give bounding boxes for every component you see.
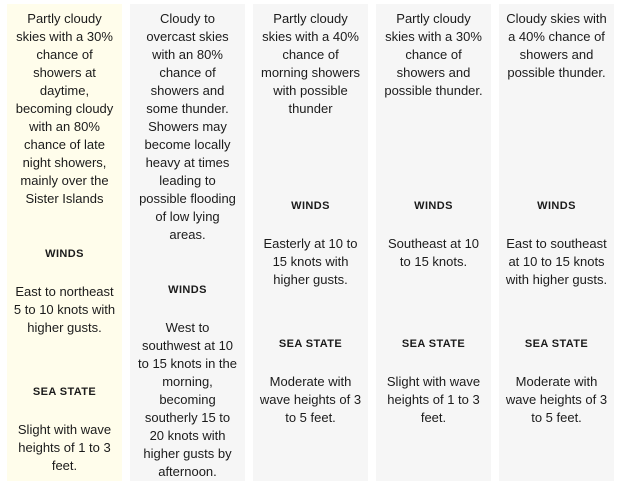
sea-state-section	[505, 335, 608, 427]
forecast-column	[253, 4, 368, 481]
winds-label: WINDS	[168, 284, 207, 296]
winds-text: Southeast at 10 to 15 knots.	[387, 236, 480, 269]
forecast-column	[7, 4, 122, 481]
winds-label: WINDS	[537, 200, 576, 212]
sea-state-text: Moderate with wave heights of 3 to 5 feet.	[259, 374, 362, 425]
forecast-column	[130, 4, 245, 481]
sea-state-text: Slight with wave heights of 1 to 3 feet.	[17, 422, 112, 473]
forecast-column	[376, 4, 491, 481]
sea-state-label: SEA STATE	[32, 386, 97, 398]
sea-state-text: Slight with wave heights of 1 to 3 feet.	[386, 374, 481, 425]
winds-label: WINDS	[414, 200, 453, 212]
winds-section	[382, 197, 485, 335]
winds-text: East to southeast at 10 to 15 knots with higher gusts.	[505, 236, 608, 287]
forecast-description: Partly cloudy skies with a 30% chance of showers and possible thunder.	[384, 11, 483, 98]
forecast-description: Partly cloudy skies with a 40% chance of morning showers with possible thunder	[261, 11, 360, 116]
winds-label: WINDS	[45, 248, 84, 260]
forecast-description: Partly cloudy skies with a 30% chance of showers at daytime, becoming cloudy with an 80% chance of late night showers, mainly over the Sister Islands	[15, 11, 114, 206]
sea-state-text: Moderate with wave heights of 3 to 5 feet.	[505, 374, 608, 425]
sea-state-label: SEA STATE	[524, 338, 589, 350]
winds-section	[136, 281, 239, 481]
forecast-description: Cloudy skies with a 40% chance of showers and possible thunder.	[506, 11, 607, 80]
sea-state-section	[382, 335, 485, 427]
winds-text: Easterly at 10 to 15 knots with higher gusts.	[263, 236, 358, 287]
sea-state-label: SEA STATE	[278, 338, 343, 350]
forecast-description: Cloudy to overcast skies with an 80% chance of showers and some thunder. Showers may become locally heavy at times leading to possible flooding of low lying areas.	[139, 11, 236, 242]
winds-label: WINDS	[291, 200, 330, 212]
winds-section	[505, 197, 608, 335]
winds-section	[13, 245, 116, 383]
sea-state-label: SEA STATE	[401, 338, 466, 350]
forecast-column	[499, 4, 614, 481]
winds-text: West to southwest at 10 to 15 knots in the morning, becoming southerly 15 to 20 knots with higher gusts by afternoon.	[137, 320, 237, 479]
winds-section	[259, 197, 362, 335]
winds-text: East to northeast 5 to 10 knots with higher gusts.	[13, 284, 116, 335]
sea-state-section	[13, 383, 116, 475]
sea-state-section	[259, 335, 362, 427]
